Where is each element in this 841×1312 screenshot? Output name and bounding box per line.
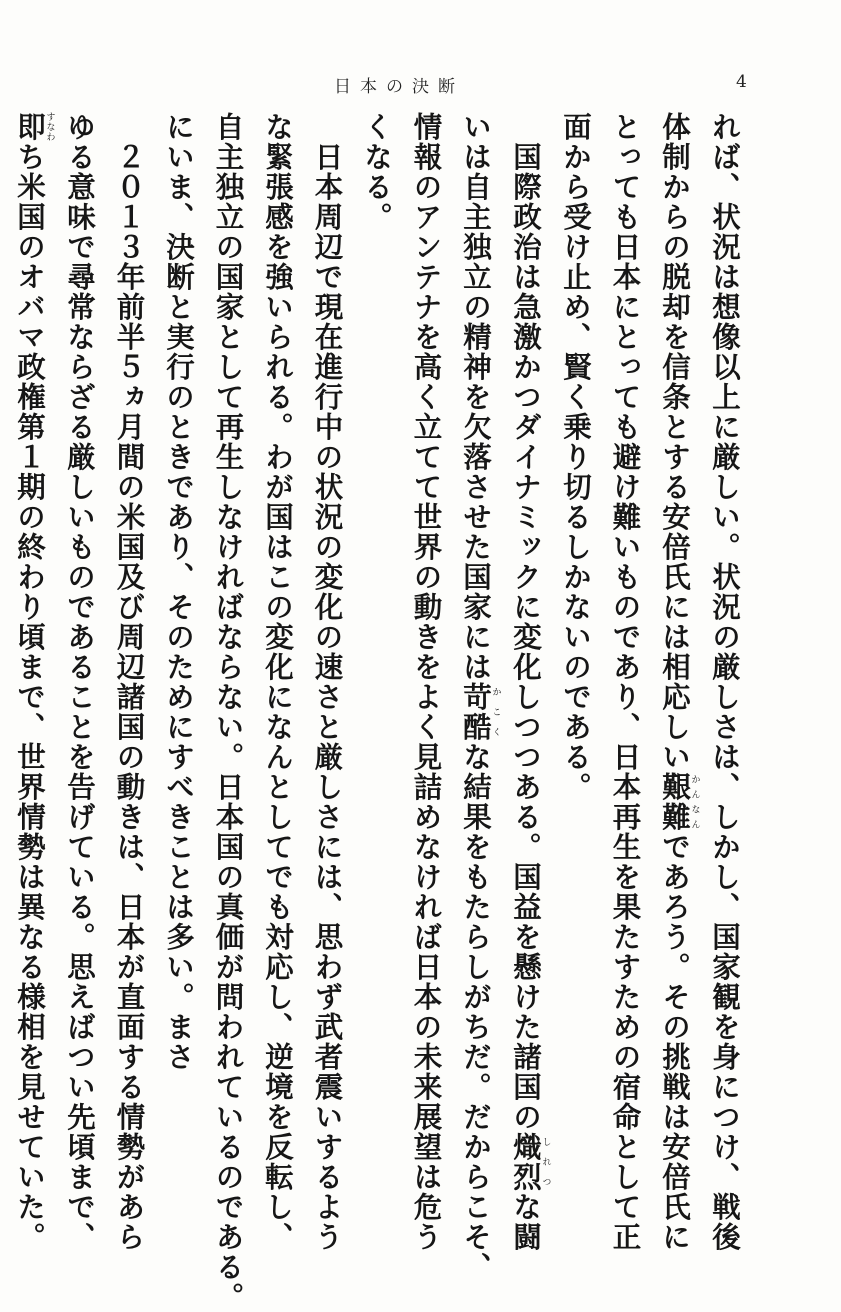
- ruby-shiretsu: [509, 1132, 551, 1192]
- text-line: [5, 112, 55, 1252]
- text-line: くなる。: [360, 112, 393, 232]
- ruby-kakoku: [459, 682, 501, 742]
- text-line: 面から受け止め、賢く乗り切るしかないのである。: [559, 112, 592, 802]
- text-line: 日本周辺で現在進行中の状況の変化の速さと厳しさには、思わず武者震いするよう: [310, 112, 344, 1252]
- text-line: [501, 112, 551, 1252]
- text-line: [650, 112, 700, 1252]
- ruby-base: 苛酷: [459, 682, 492, 742]
- ruby-base: 即: [13, 112, 46, 142]
- text-line: ２０１３年前半５ヵ月間の米国及び周辺諸国の動きは、日本が直面する情勢があら: [112, 112, 146, 1252]
- vertical-body-text: [5, 112, 750, 1312]
- text-segment: であろう。その挑戦は安倍氏に: [658, 832, 691, 1252]
- ruby-base: 熾烈: [509, 1132, 542, 1192]
- ruby-reading: かんなん: [689, 772, 700, 832]
- ruby-reading: かこく: [490, 682, 501, 742]
- paragraph-4: [5, 112, 154, 1252]
- text-segment: な闘: [509, 1192, 542, 1252]
- paragraph-3: [154, 112, 352, 1312]
- ruby-kannan: [658, 772, 700, 832]
- text-line: 情報のアンテナを高く立てて世界の動きをよく見詰めなければ日本の未来展望は危う: [409, 112, 443, 1252]
- text-segment: いは自主独立の精神を欠落させた国家には: [459, 112, 492, 682]
- ruby-base: 艱難: [658, 772, 691, 832]
- text-line: れば、状況は想像以上に厳しい。状況の厳しさは、しかし、国家観を身につけ、戦後: [708, 112, 741, 1252]
- paragraph-2: [352, 112, 551, 1282]
- text-line: にいま、決断と実行のときであり、そのためにすべきことは多い。まさ: [162, 112, 195, 1072]
- text-line: [451, 112, 501, 1282]
- running-header-title: 日本の決断: [334, 77, 464, 97]
- text-segment: ち米国のオバマ政権第１期の終わり頃まで、世界情勢は異なる様相を見せていた。: [13, 142, 46, 1252]
- text-segment: な結果をもたらしがちだ。だからこそ、: [459, 742, 492, 1282]
- text-line: とっても日本にとっても避け難いものであり、日本再生を果たすための宿命として正: [608, 112, 642, 1252]
- text-line: ゆる意味で尋常ならざる厳しいものであることを告げている。思えばつい先頃まで、: [63, 112, 96, 1252]
- text-segment: 国際政治は急激かつダイナミックに変化しつつある。国益を懸けた諸国の: [509, 112, 542, 1132]
- ruby-reading: しれつ: [540, 1132, 551, 1192]
- ruby-sunawachi: [13, 112, 55, 142]
- page-number: 4: [736, 72, 747, 92]
- paragraph-1: [551, 112, 750, 1252]
- text-segment: 体制からの脱却を信条とする安倍氏には相応: [658, 112, 691, 712]
- text-line: な緊張感を強いられる。わが国はこの変化になんとしてでも対応し、逆境を反転し、: [261, 112, 294, 1252]
- text-line: 自主独立の国家として再生しなければならない。日本国の真価が問われているのである。: [211, 112, 245, 1312]
- ruby-reading: すなわ: [44, 112, 55, 142]
- text-segment: しい: [658, 712, 691, 772]
